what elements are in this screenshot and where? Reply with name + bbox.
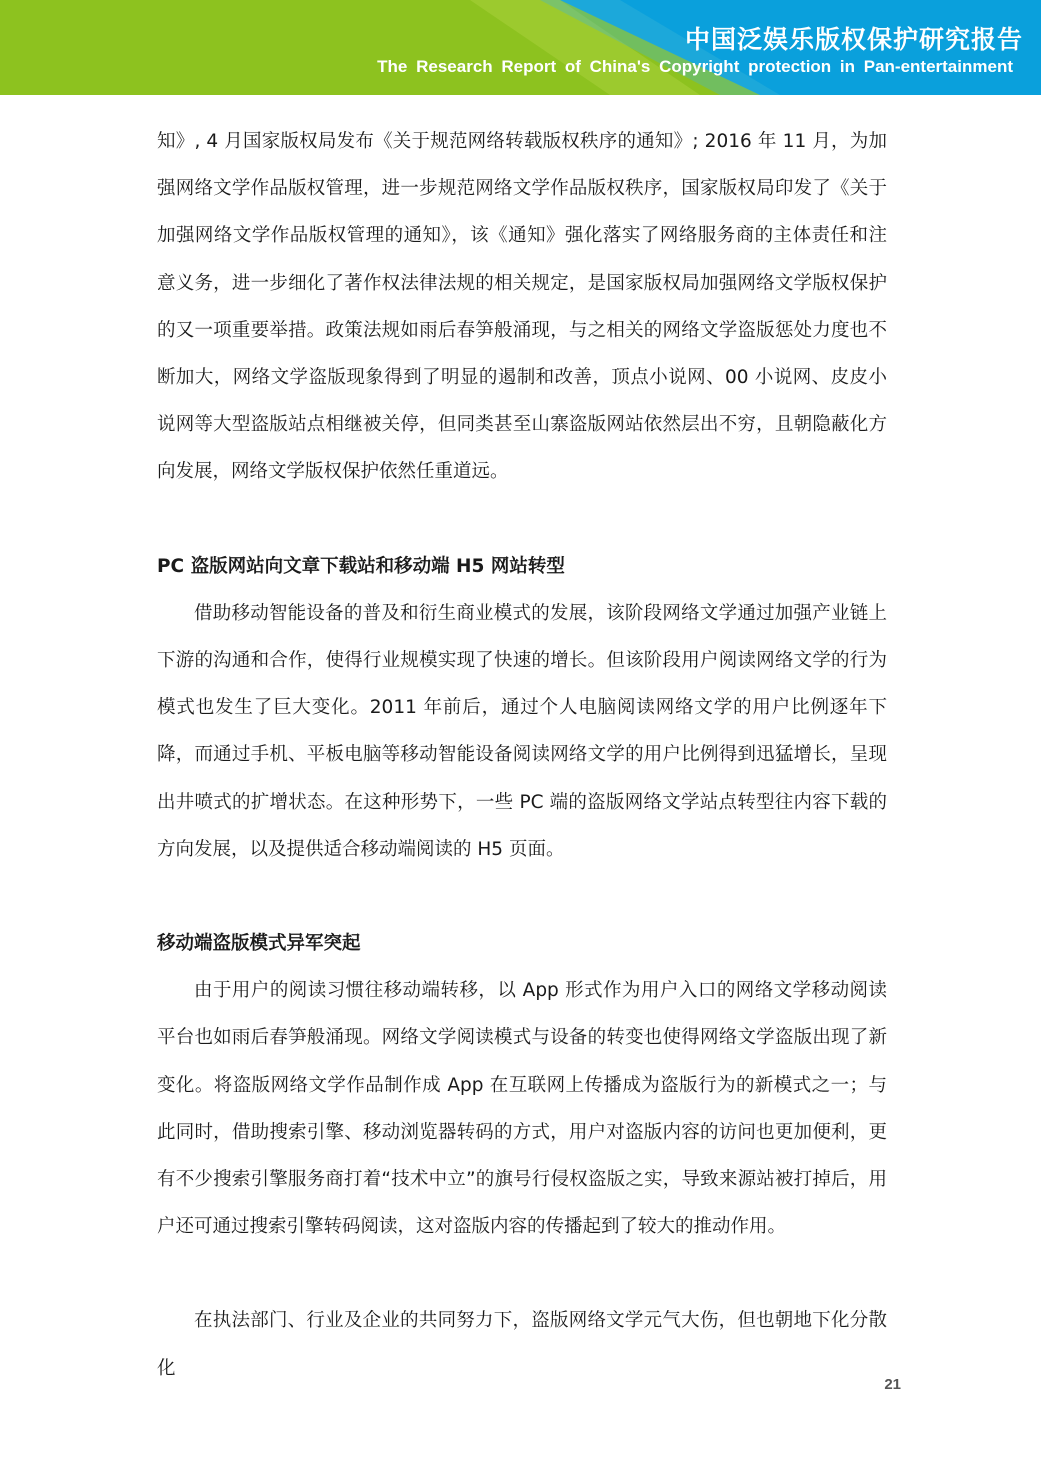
paragraph-intro: 知》, 4 月国家版权局发布《关于规范网络转载版权秩序的通知》; 2016 年 11 月，为加强网络文学作品版权管理，进一步规范网络文学作品版权秩序，国家版权局印发了《关于加强网络文学作品版权管理的通知》，该《通知》强化落实了网络服务商的主体责任和注意义务，进一步细化了著作权法律法规的相关规定，是国家版权局加强网络文学版权保护的又一项重要举措。政策法规如雨后春笋般涌现，与之相关的网络文学盗版惩处力度也不断加大，网络文学盗版现象得到了明显的遏制和改善，顶点小说网、00 小说网、皮皮小说网等大型盗版站点相继被关停，但同类甚至山寨盗版网站依然层出不穷，且朝隐蔽化方向发展，网络文学版权保护依然任重道远。 [157,131,887,483]
paragraph-pc-piracy: 借助移动智能设备的普及和衍生商业模式的发展，该阶段网络文学通过加强产业链上下游的沟通和合作，使得行业规模实现了快速的增长。但该阶段用户阅读网络文学的行为模式也发生了巨大变化。2011 年前后，通过个人电脑阅读网络文学的用户比例逐年下降，而通过手机、平板电脑等移动智能设备阅读网络文学的用户比例得到迅猛增长，呈现出井喷式的扩增状态。在这种形势下，一些 PC 端的盗版网络文学站点转型往内容下载的方向发展，以及提供适合移动端阅读的 H5 页面。 [157,602,887,860]
paragraph-enforcement: 在执法部门、行业及企业的共同努力下，盗版网络文学元气大伤，但也朝地下化分散化 [157,1310,887,1379]
section-heading-mobile-piracy: 移动端盗版模式异军突起 [157,933,361,955]
section-heading-pc-piracy: PC 盗版网站向文章下载站和移动端 H5 网站转型 [157,555,565,577]
paragraph-mobile-piracy: 由于用户的阅读习惯往移动端转移，以 App 形式作为用户入口的网络文学移动阅读平台也如雨后春笋般涌现。网络文学阅读模式与设备的转变也使得网络文学盗版出现了新变化。将盗版网络文学作品制作成 App 在互联网上传播成为盗版行为的新模式之一；与此同时，借助搜索引擎、移动浏览器转码的方式，用户对盗版内容的访问也更加便利，更有不少搜索引擎服务商打着“技术中立”的旗号行侵权盗版之实，导致来源站被打掉后，用户还可通过搜索引擎转码阅读，这对盗版内容的传播起到了较大的推动作用。 [157,980,887,1238]
spacer [157,1250,887,1297]
report-subtitle: The Research Report of China's Copyright protection in Pan-entertainment [377,57,1013,76]
report-header [0,0,1041,95]
report-title: 中国泛娱乐版权保护研究报告 [684,25,1023,54]
spacer [157,873,887,920]
page-number: 21 [884,1376,901,1393]
spacer [157,496,887,543]
page-content [157,118,887,1392]
